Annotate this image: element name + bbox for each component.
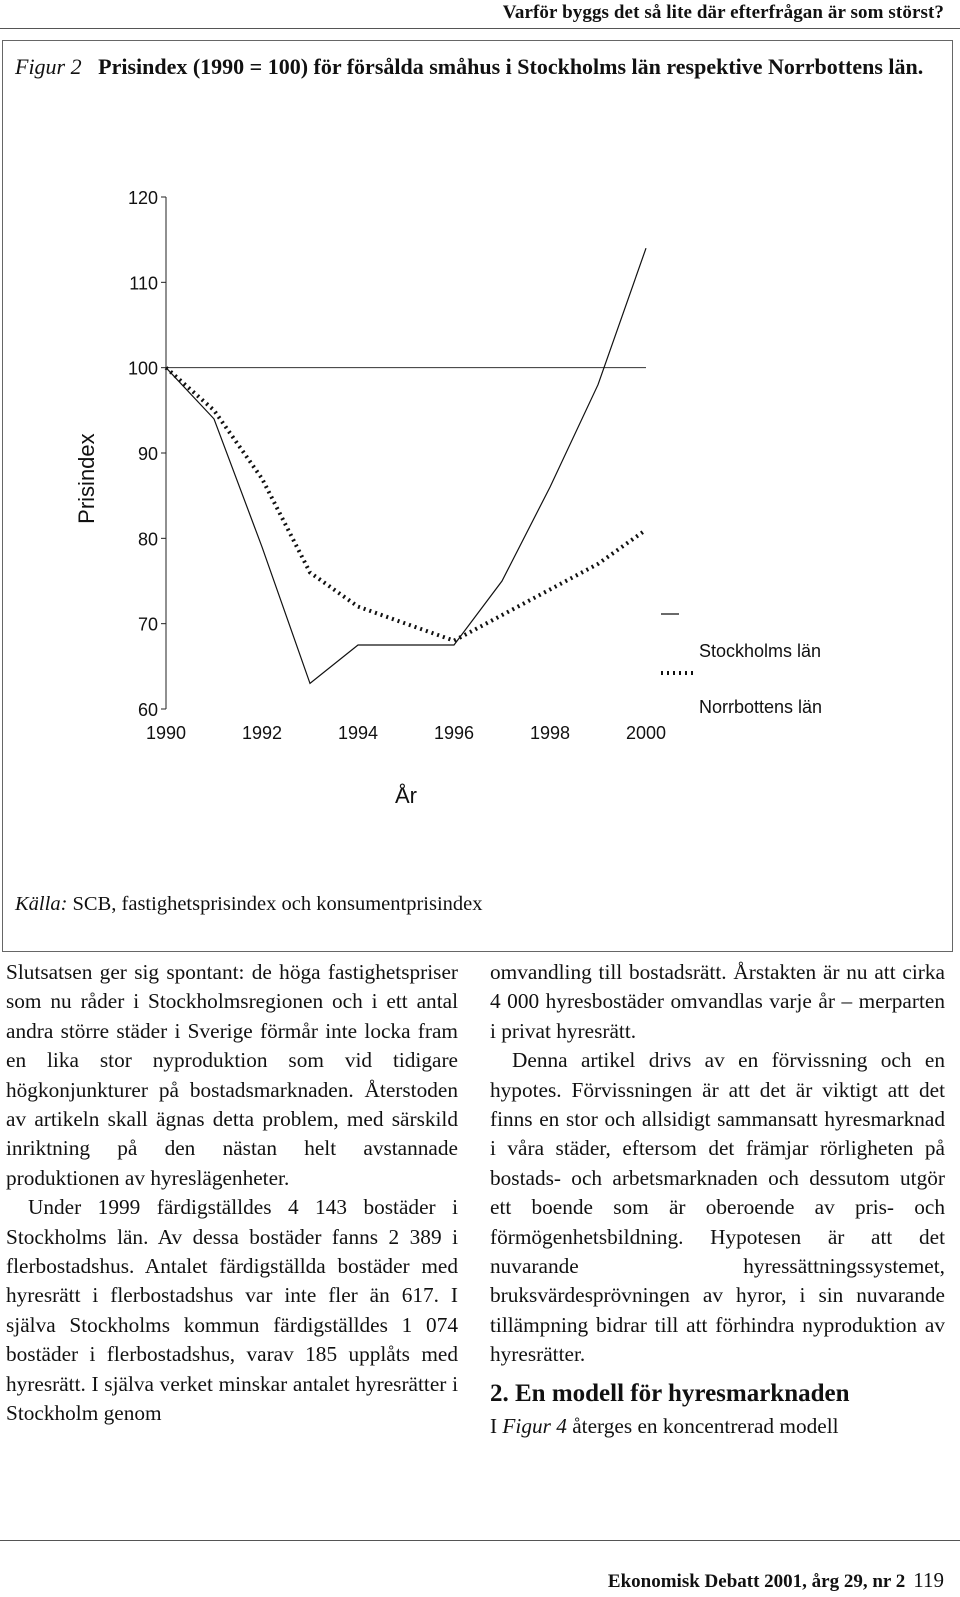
left-column <box>6 958 458 1429</box>
right-column <box>490 958 945 1441</box>
header-rule <box>0 28 960 29</box>
x-axis-title: År <box>395 783 417 808</box>
text-run: återges en koncentrerad modell <box>566 1413 839 1438</box>
y-tick-label: 100 <box>127 358 158 379</box>
x-tick-label: 1994 <box>337 723 379 743</box>
journal-name: Ekonomisk Debatt 2001, årg 29, nr 2 <box>607 1571 906 1592</box>
y-tick-label: 80 <box>137 529 158 550</box>
y-tick-label: 110 <box>129 273 158 294</box>
source-text: SCB, fastighetsprisindex och konsumentprisindex <box>72 893 483 915</box>
section-heading: 2. En modell för hyresmarknaden <box>490 1379 850 1407</box>
x-tick-label: 1992 <box>241 723 283 743</box>
page-number: 119 <box>913 1568 944 1592</box>
figure-title: Prisindex (1990 = 100) för försålda småhus i Stockholms län respektive Norrbottens län. <box>98 54 924 79</box>
running-head: Varför byggs det så lite där efterfrågan är som störst? <box>502 2 944 23</box>
footer <box>608 1568 944 1593</box>
figure-frame <box>2 40 953 952</box>
y-tick-label: 90 <box>137 444 158 464</box>
y-tick-label: 60 <box>137 700 158 720</box>
paragraph <box>490 1412 945 1441</box>
x-tick-label: 1990 <box>145 723 187 743</box>
paragraph: Slutsatsen ger sig spontant: de höga fastighetspriser som nu råder i Stockholmsregionen och i ett antal andra större städer i Sverige förmår inte locka fram en lika stor nyproduktion som vid tidigare högkonjunkturer på bostadsmarknaden. Återstoden av artikeln skall ägnas detta problem, med särskild inriktning på den nästan helt avstannade produktionen av hyreslägenheter. <box>6 960 458 1190</box>
x-tick-label: 2000 <box>625 723 667 743</box>
paragraph: omvandling till bostadsrätt. Årstakten är nu att cirka 4 000 hyresbostäder omvandlas varje år – merparten i privat hyresrätt. <box>490 960 945 1043</box>
y-axis-title: Prisindex <box>74 433 99 524</box>
x-tick-label: 1998 <box>529 723 571 743</box>
figure-label: Figur 2 <box>15 54 82 79</box>
chart-axes <box>74 188 666 808</box>
source-label: Källa: <box>15 893 68 915</box>
paragraph: Under 1999 färdigställdes 4 143 bostäder i Stockholms län. Av dessa bostäder fanns 2 389 i flerbostadshus. Antalet färdigställda bostäder med hyresrätt i flerbostadshus var inte fler än 617. I själva Stockholms kommun färdigställdes 1 074 bostäder i flerbostadshus, varav 185 upplåts med hyresrätt. I själva verket minskar antalet hyresrätter i Stockholm genom <box>6 1195 458 1426</box>
x-tick-label: 1996 <box>433 723 475 743</box>
paragraph: Denna artikel drivs av en förvissning och en hypotes. Förvissningen är att det är viktigt att det finns en stor och allsidigt sammansatt hyresmarknad i våra städer, eftersom det främjar rörligheten på bostads- och arbetsmarknaden och dessutom utgör ett boende som är oberoende av pris- och förmögenhetsbildning. Hypotesen är att det nuvarande hyressättningssystemet, bruksvärdesprövningen av hyror, i sin nuvarande tillämpning bidrar till att förhindra nyproduktion av hyresrätter. <box>490 1048 945 1367</box>
legend-label: Stockholms län <box>699 641 822 661</box>
chart-legend <box>661 614 822 717</box>
y-tick-label: 120 <box>127 188 158 208</box>
figure-source <box>15 893 483 916</box>
series-line-norrbotten <box>166 368 646 641</box>
chart-series <box>166 248 646 683</box>
price-index-chart <box>3 41 952 951</box>
series-line-stockholm <box>166 248 646 683</box>
y-tick-label: 70 <box>137 614 158 635</box>
footer-rule <box>0 1540 960 1541</box>
text-run: I <box>490 1413 503 1438</box>
figure-reference: Figur 4 <box>502 1413 567 1438</box>
legend-label: Norrbottens län <box>699 697 823 717</box>
